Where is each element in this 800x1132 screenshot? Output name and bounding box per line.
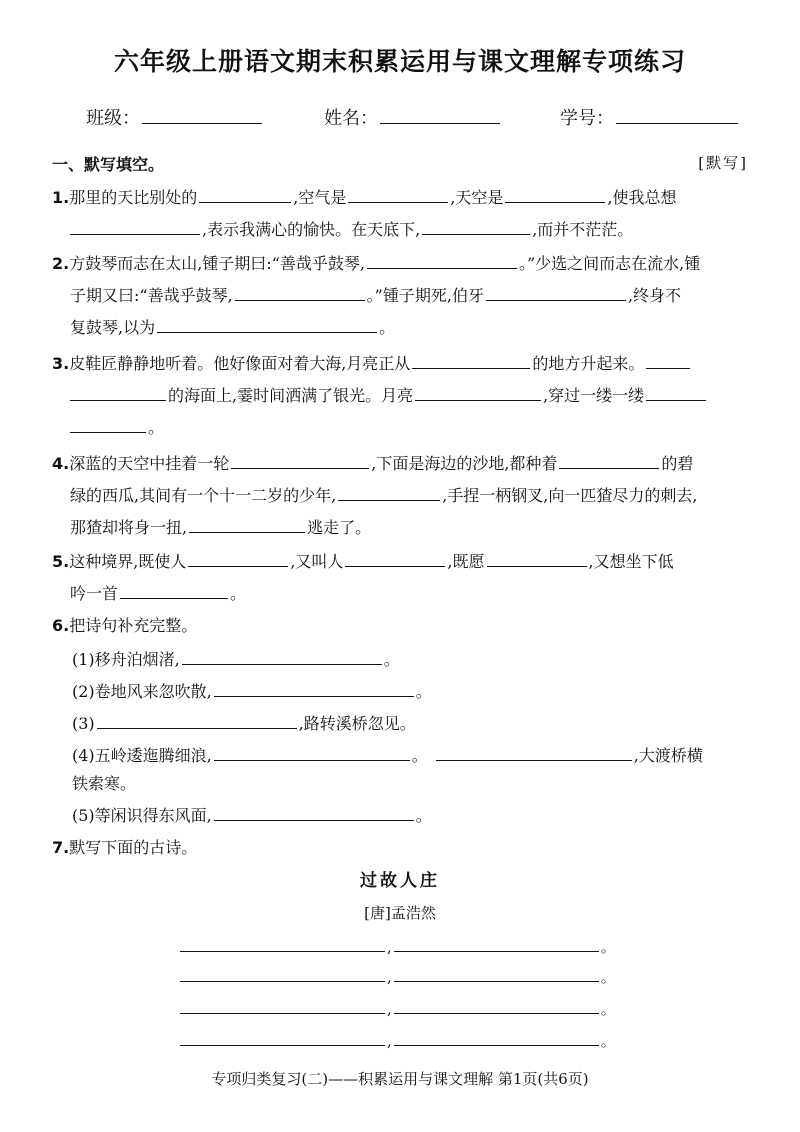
q4-text: 的碧 [661,454,694,473]
q7-heading [52,836,752,862]
q6-heading [52,614,752,640]
q2-text: 子期又曰:“善哉乎鼓琴, [70,286,233,305]
q3-blank-2b[interactable] [70,384,166,401]
q6-text: 铁索寒。 [72,774,137,793]
q1-text: ,天空是 [450,188,504,207]
q1-blank-5[interactable] [422,218,530,235]
q4-text: 那猹却将身一扭, [70,518,188,537]
poem-author: [唐]孟浩然 [364,904,436,922]
q3-text: 皮鞋匠静静地听着。他好像面对着大海,月亮正从 [69,354,411,373]
q1-blank-2[interactable] [348,186,448,203]
q3-text: ,穿过一缕一缕 [543,386,645,405]
q6-text: 。 [415,682,432,701]
section-heading: 一、默写填空。 [52,155,165,174]
q2-line-1 [52,252,752,278]
q5-blank-1[interactable] [188,550,288,567]
poem-line-2 [178,966,638,988]
q6-item-4 [72,744,772,770]
q6-text: (3) [72,714,95,733]
q6-number: 6. [52,616,70,635]
q3-blank-2a[interactable] [646,352,690,369]
q3-line-3 [52,416,752,442]
q2-line-3 [52,316,752,342]
poem-comma: , [387,1000,392,1018]
q1-text: ,而并不茫茫。 [532,220,634,239]
q5-text: 这种境界,既使人 [69,552,187,571]
q3-text: 。 [148,418,165,437]
q6-text: (4)五岭逶迤腾细浪, [72,746,212,765]
q2-text: ,终身不 [627,286,682,305]
poem-blank[interactable] [394,966,599,982]
q3-text: 的地方升起来。 [532,354,645,373]
q2-blank-1[interactable] [367,252,517,269]
poem-blank[interactable] [180,998,385,1014]
q6-text: 。 [415,806,432,825]
q5-line-1 [52,550,752,576]
q4-blank-2[interactable] [559,452,659,469]
poem-blank[interactable] [394,998,599,1014]
poem-title: 过故人庄 [360,871,440,891]
q6-text: (1)移舟泊烟渚, [72,650,180,669]
q6-text: ,大渡桥横 [633,746,703,765]
name-field [324,104,502,130]
q4-blank-1[interactable] [231,452,369,469]
poem-blank[interactable] [394,936,599,952]
q5-text: 吟一首 [70,584,119,603]
q3-line-2 [52,384,752,410]
q6-blank-2[interactable] [214,680,414,697]
poem-blank[interactable] [180,936,385,952]
q4-text: 逃走了。 [307,518,372,537]
student-info-row [0,104,800,134]
q3-blank-4a[interactable] [646,384,706,401]
q4-text: ,手捏一柄钢叉,向一匹猹尽力的刺去, [442,486,698,505]
q6-blank-3[interactable] [97,712,297,729]
q6-blank-1[interactable] [182,648,382,665]
q2-text: 方鼓琴而志在太山,锺子期曰:“善哉乎鼓琴, [69,254,365,273]
poem-line-4 [178,1030,638,1052]
poem-comma: , [387,1032,392,1050]
q7-number: 7. [52,838,70,857]
q2-text: 。”少选之间而志在流水,锺 [518,254,701,273]
q3-line-1 [52,352,752,378]
q6-blank-4[interactable] [214,744,410,761]
q6-item-5 [72,804,772,830]
q3-blank-3[interactable] [415,384,541,401]
q5-blank-2[interactable] [345,550,445,567]
q5-number: 5. [52,552,70,571]
q1-text: 那里的天比别处的 [69,188,198,207]
q4-blank-3[interactable] [338,484,440,501]
q3-blank-4b[interactable] [70,416,146,433]
q2-line-2 [52,284,752,310]
q5-text: ,又想坐下低 [588,552,674,571]
q6-text: 把诗句补充完整。 [69,616,198,635]
page-title: 六年级上册语文期末积累运用与课文理解专项练习 [113,47,686,76]
q3-blank-1[interactable] [412,352,530,369]
q5-blank-3[interactable] [487,550,587,567]
class-field [86,104,264,130]
q3-text: 的海面上,霎时间洒满了银光。月亮 [168,386,414,405]
q1-blank-3[interactable] [505,186,605,203]
name-label: 姓名： [324,108,378,129]
q1-blank-1[interactable] [199,186,291,203]
q7-text: 默写下面的古诗。 [69,838,198,857]
q2-text: 。”锺子期死,伯牙 [366,286,484,305]
q5-blank-4[interactable] [120,582,228,599]
q6-item-4-cont [72,772,772,798]
page-footer: 专项归类复习(二)——积累运用与课文理解 第1页(共6页) [211,1070,589,1088]
q6-item-1 [72,648,772,674]
section-tag: [默写] [698,154,748,172]
poem-blank[interactable] [394,1030,599,1046]
poem-line-1 [178,936,638,958]
q1-number: 1. [52,188,70,207]
poem-comma: , [387,938,392,956]
q3-number: 3. [52,354,70,373]
q5-text: ,又叫人 [290,552,344,571]
poem-period: 。 [600,938,616,956]
q4-text: 绿的西瓜,其间有一个十一二岁的少年, [70,486,337,505]
q6-item-3 [72,712,772,738]
q4-line-3 [52,516,752,542]
q4-line-1 [52,452,752,478]
q2-text: 复鼓琴,以为 [70,318,156,337]
q5-line-2 [52,582,752,608]
poem-comma: , [387,968,392,986]
student-id-field [560,104,740,130]
q1-text: ,使我总想 [607,188,677,207]
q4-text: 深蓝的天空中挂着一轮 [69,454,230,473]
q4-line-2 [52,484,752,510]
q6-text: (2)卷地风来忽吹散, [72,682,212,701]
q1-blank-4[interactable] [70,218,200,235]
q1-line-2 [52,218,752,244]
poem-line-3 [178,998,638,1020]
student-id-blank[interactable] [616,105,738,124]
student-id-label: 学号： [560,108,614,129]
poem-blank[interactable] [180,1030,385,1046]
q6-text: (5)等闲识得东风面, [72,806,212,825]
q4-blank-4[interactable] [189,516,305,533]
class-blank[interactable] [142,105,262,124]
poem-blank[interactable] [180,966,385,982]
name-blank[interactable] [380,105,500,124]
q2-number: 2. [52,254,70,273]
poem-period: 。 [600,968,616,986]
q6-blank-5[interactable] [436,744,632,761]
q6-text: 。 [383,650,400,669]
q2-text: 。 [379,318,396,337]
poem-period: 。 [600,1000,616,1018]
q6-blank-6[interactable] [214,804,414,821]
class-label: 班级： [86,108,140,129]
q4-text: ,下面是海边的沙地,都种着 [371,454,558,473]
q5-text: ,既愿 [447,552,485,571]
q2-blank-4[interactable] [157,316,377,333]
q6-item-2 [72,680,772,706]
q5-text: 。 [230,584,247,603]
q6-text: ,路转溪桥忽见。 [298,714,416,733]
q4-number: 4. [52,454,70,473]
q1-line-1 [52,186,752,212]
q1-text: ,表示我满心的愉快。在天底下, [202,220,421,239]
q2-blank-2[interactable] [235,284,365,301]
poem-period: 。 [600,1032,616,1050]
q6-text: 。 [411,746,428,765]
q2-blank-3[interactable] [486,284,626,301]
q1-text: ,空气是 [293,188,347,207]
